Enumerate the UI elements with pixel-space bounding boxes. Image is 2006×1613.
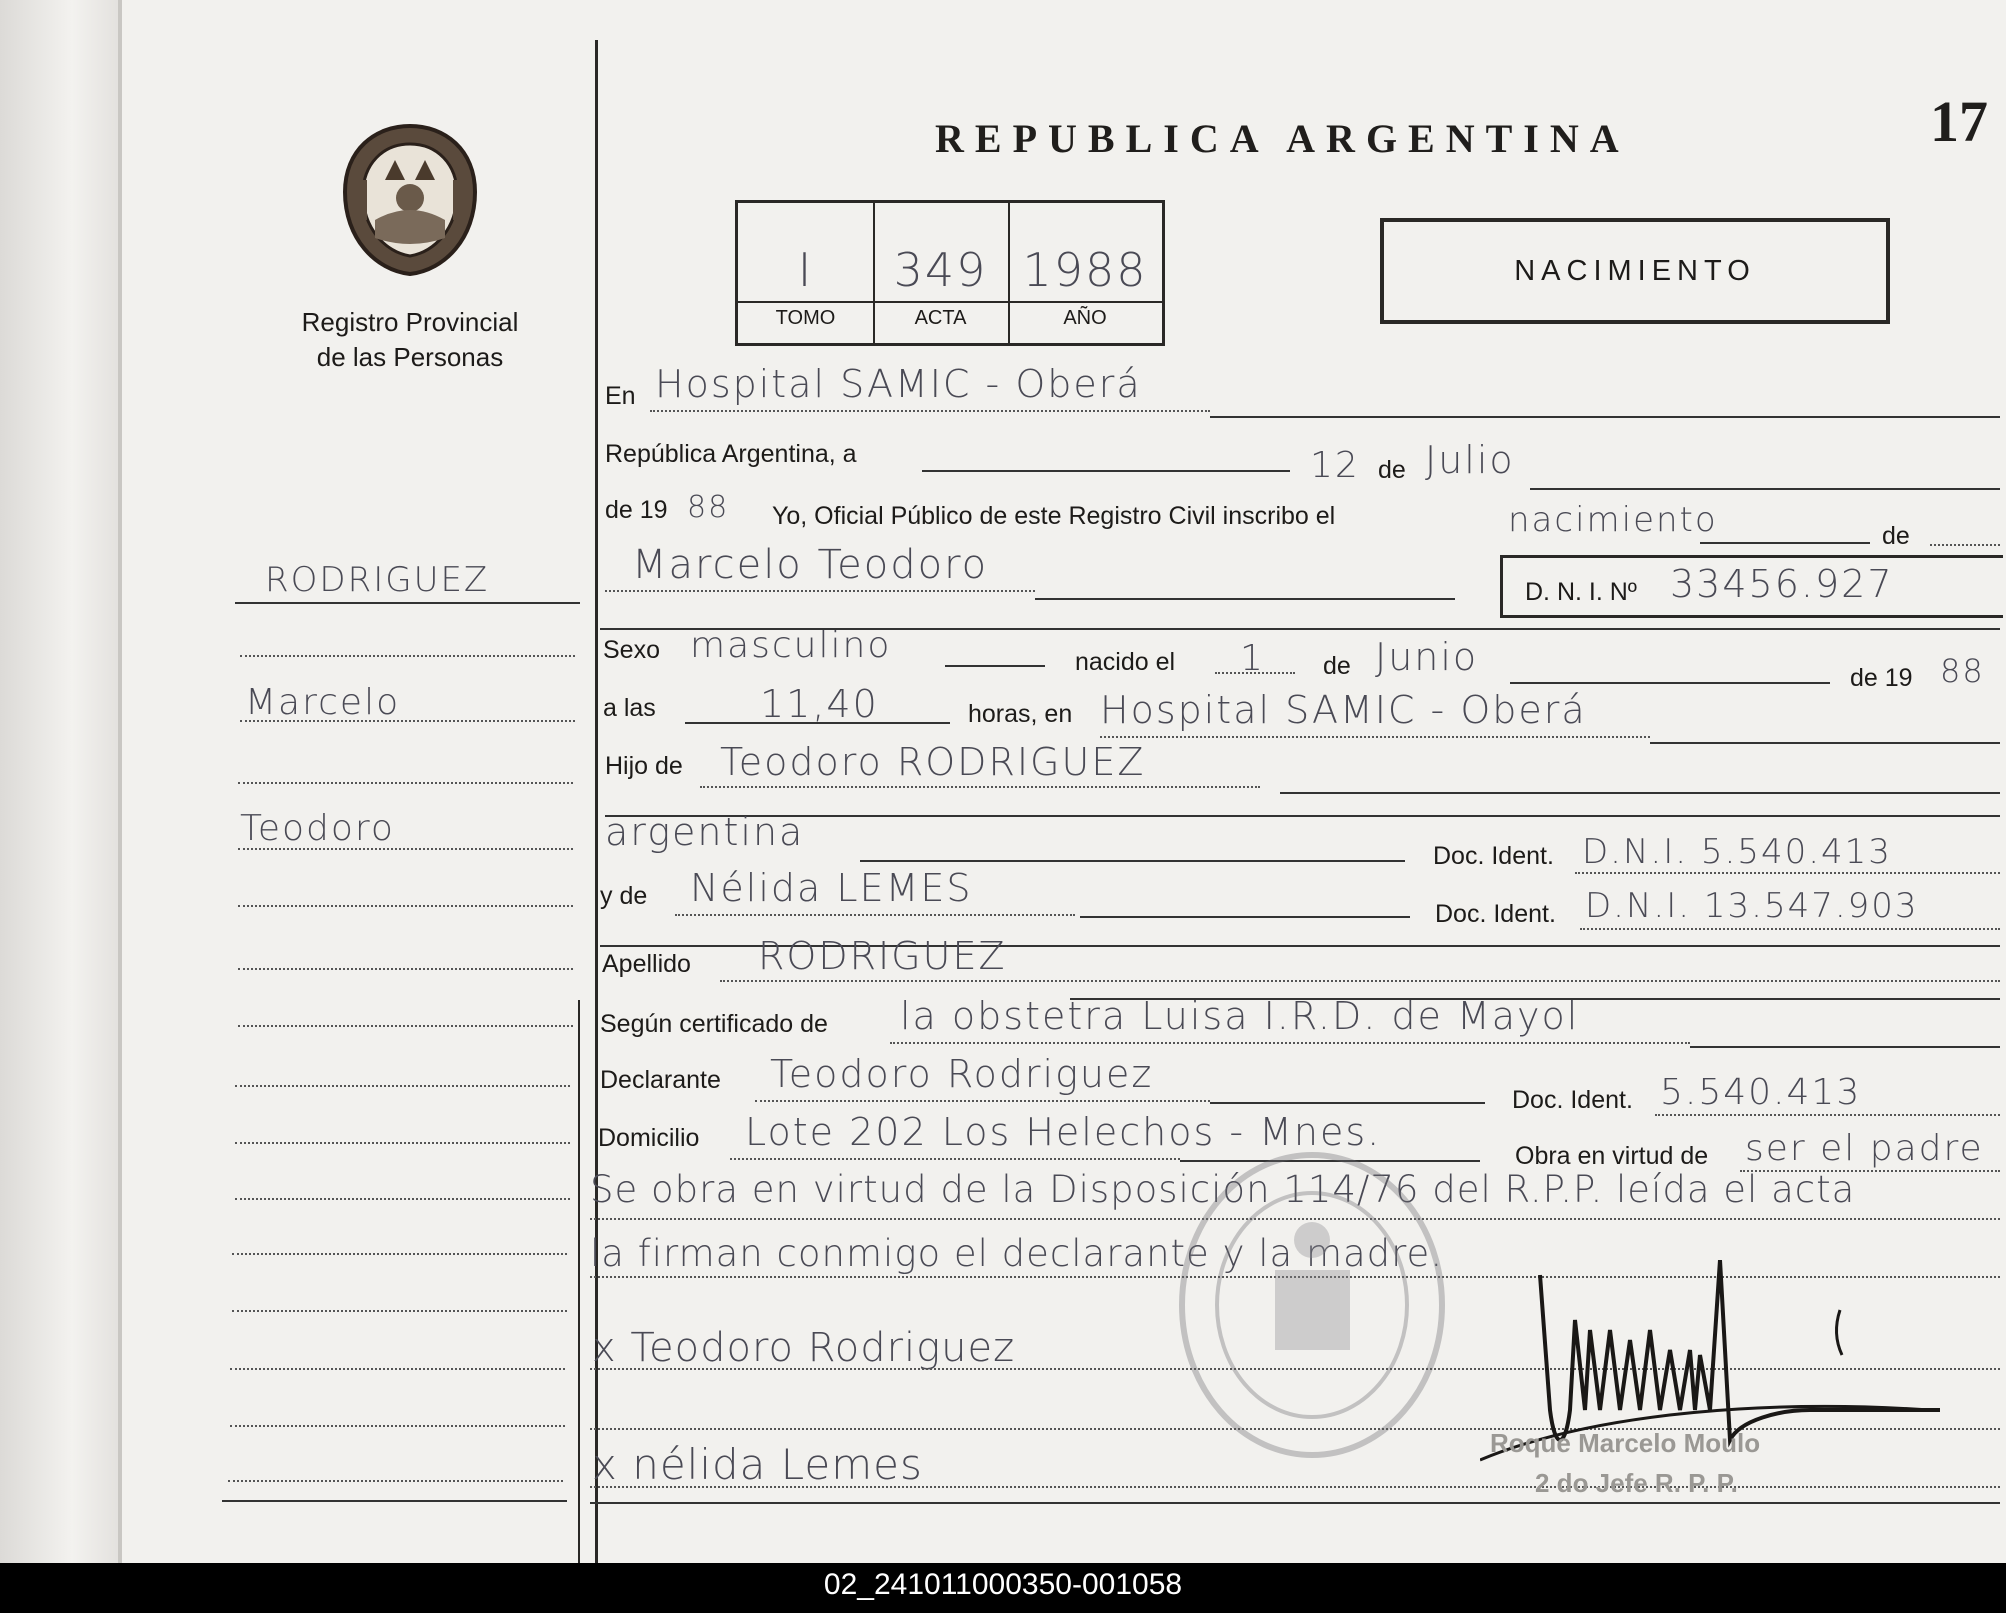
field-father: Teodoro RODRIGUEZ <box>720 740 1146 784</box>
margin-dotted-line <box>230 1425 565 1427</box>
margin-dotted-line <box>238 848 573 850</box>
margin-dotted-line <box>238 1025 573 1027</box>
acta-label: ACTA <box>873 301 1008 330</box>
label-yo: Yo, Oficial Público de este Registro Civil inscribo el <box>772 502 1336 530</box>
field-month: Julio <box>1425 438 1515 482</box>
margin-dotted-line <box>235 1142 570 1144</box>
rule-line <box>605 815 2000 817</box>
margin-dotted-line <box>235 1085 570 1087</box>
column-divider-lower <box>578 1000 580 1563</box>
dotted-line <box>1215 672 1295 674</box>
label-hijo: Hijo de <box>605 752 683 780</box>
label-en: En <box>605 382 636 410</box>
label-apellido: Apellido <box>602 950 691 978</box>
label-de19: de 19 <box>605 496 668 524</box>
dotted-line <box>1655 1114 2000 1116</box>
official-stamp-icon <box>1175 1150 1450 1460</box>
rule-line <box>1080 916 1410 918</box>
dotted-line <box>1575 872 2000 874</box>
field-birth-year-suffix: 88 <box>1940 652 1985 690</box>
rule-line <box>1035 598 1455 600</box>
registry-line-2: de las Personas <box>316 342 504 372</box>
margin-surname: RODRIGUEZ <box>265 560 490 600</box>
field-sexo: masculino <box>690 625 892 666</box>
margin-dotted-line <box>240 720 575 722</box>
rule-line <box>685 722 950 724</box>
label-father-doc: Doc. Ident. <box>1433 842 1554 870</box>
label-obra: Obra en virtud de <box>1515 1142 1709 1170</box>
record-type-box: NACIMIENTO <box>1380 218 1890 324</box>
margin-dotted-line <box>238 782 573 784</box>
dotted-line <box>650 410 1210 412</box>
margin-dotted-line <box>235 1198 570 1200</box>
bottom-rule <box>590 1502 2000 1504</box>
field-declarante-doc: 5.540.413 <box>1660 1072 1862 1113</box>
field-birth-place: Hospital SAMIC - Oberá <box>1100 688 1587 732</box>
field-year-suffix: 88 <box>687 490 730 525</box>
field-inscribed: nacimiento <box>1508 500 1718 540</box>
margin-rule <box>235 602 580 604</box>
label-de-end: de <box>1882 522 1910 550</box>
field-apellido: RODRIGUEZ <box>758 934 1007 978</box>
page-number: 17 <box>1930 89 1988 154</box>
field-father-nationality: argentina <box>605 810 805 854</box>
label-republica: República Argentina, a <box>605 440 857 468</box>
dotted-line <box>1930 544 2000 546</box>
dotted-line <box>675 914 1075 916</box>
field-mother-doc: D.N.I. 13.547.903 <box>1585 886 1919 926</box>
ano-cell <box>1008 203 1162 343</box>
field-child-name: Marcelo Teodoro <box>632 542 989 588</box>
rule-line <box>1280 792 2000 794</box>
rule-line <box>1650 742 2000 744</box>
label-y-de: y de <box>600 882 648 910</box>
label-a-las: a las <box>603 694 656 722</box>
label-nacido: nacido el <box>1075 648 1176 676</box>
field-certificado: la obstetra Luisa I.R.D. de Mayol <box>900 994 1580 1038</box>
label-sexo: Sexo <box>603 636 660 664</box>
label-declarante: Declarante <box>600 1066 721 1094</box>
signature-mother: x nélida Lemes <box>592 1440 923 1489</box>
dotted-line <box>1100 736 1650 738</box>
dotted-line <box>890 1042 1690 1044</box>
signature-declarante: x Teodoro Rodriguez <box>592 1325 1016 1371</box>
rule-line <box>860 860 1405 862</box>
field-obra: ser el padre <box>1745 1128 1984 1169</box>
ano-value: 1988 <box>1022 243 1148 297</box>
acta-cell <box>873 203 1010 343</box>
field-note-line-1: Se obra en virtud de la Disposición 114/76 del R.P.P. leída el acta <box>590 1168 1856 1211</box>
official-name: Roque Marcelo Moulo <box>1490 1428 1761 1458</box>
tomo-label: TOMO <box>738 301 873 330</box>
misiones-emblem-icon <box>335 120 485 280</box>
field-time: 11,40 <box>760 682 879 726</box>
field-declarante: Teodoro Rodriguez <box>770 1052 1154 1096</box>
file-id: 02_241011000350-001058 <box>823 1568 1183 1601</box>
dotted-line <box>720 980 2000 982</box>
field-mother: Nélida LEMES <box>690 866 973 910</box>
margin-bottom-rule <box>222 1500 567 1502</box>
margin-dotted-line <box>232 1253 567 1255</box>
rule-line <box>922 470 1290 472</box>
official-title: 2 do Jefe R. P. P. <box>1535 1468 1738 1498</box>
margin-first-name: Marcelo <box>245 682 401 723</box>
label-dni: D. N. I. Nº <box>1525 578 1637 606</box>
field-birth-day: 1 <box>1240 638 1265 679</box>
label-de2: de <box>1323 652 1351 680</box>
tomo-value: I <box>797 243 814 297</box>
ano-label: AÑO <box>1008 301 1162 330</box>
field-father-doc: D.N.I. 5.540.413 <box>1582 832 1892 872</box>
margin-dotted-line <box>232 1310 567 1312</box>
rule-line <box>1700 542 1870 544</box>
label-mother-doc: Doc. Ident. <box>1435 900 1556 928</box>
registry-line-1: Registro Provincial <box>301 307 519 337</box>
acta-value: 349 <box>893 243 988 297</box>
label-de19b: de 19 <box>1850 664 1913 692</box>
dotted-line <box>730 1158 1180 1160</box>
field-note-line-2: la firman conmigo el declarante y la madre. <box>590 1232 1444 1275</box>
margin-dotted-line <box>238 905 573 907</box>
country-title: REPUBLICA ARGENTINA <box>935 116 1630 161</box>
margin-dotted-line <box>240 655 575 657</box>
dotted-line <box>605 590 1035 592</box>
margin-dotted-line <box>230 1368 565 1370</box>
rule-line <box>1510 682 1830 684</box>
rule-line <box>1210 1102 1485 1104</box>
rule-line <box>945 665 1045 667</box>
field-place: Hospital SAMIC - Oberá <box>655 362 1142 406</box>
label-segun: Según certificado de <box>600 1010 828 1038</box>
label-horas: horas, en <box>968 700 1073 728</box>
registry-title <box>270 305 550 375</box>
dotted-line <box>700 786 1260 788</box>
field-dni: 33456.927 <box>1670 562 1894 606</box>
field-domicilio: Lote 202 Los Helechos - Mnes. <box>745 1110 1382 1154</box>
label-de: de <box>1378 456 1406 484</box>
page-fold <box>118 0 122 1563</box>
tomo-cell <box>738 203 875 343</box>
field-day: 12 <box>1310 445 1360 486</box>
rule-line <box>1530 488 2000 490</box>
tomo-acta-ano-box <box>735 200 1165 346</box>
rule-line <box>1690 1046 2000 1048</box>
margin-second-name: Teodoro <box>240 808 395 849</box>
dotted-line <box>1580 928 2000 930</box>
dotted-line <box>755 1100 1210 1102</box>
margin-dotted-line <box>228 1480 563 1482</box>
margin-dotted-line <box>238 968 573 970</box>
field-birth-month: Junio <box>1375 635 1479 679</box>
rule-line <box>1210 416 2000 418</box>
scan-left-margin <box>0 0 120 1563</box>
label-declarante-doc: Doc. Ident. <box>1512 1086 1633 1114</box>
label-domicilio: Domicilio <box>598 1124 700 1152</box>
